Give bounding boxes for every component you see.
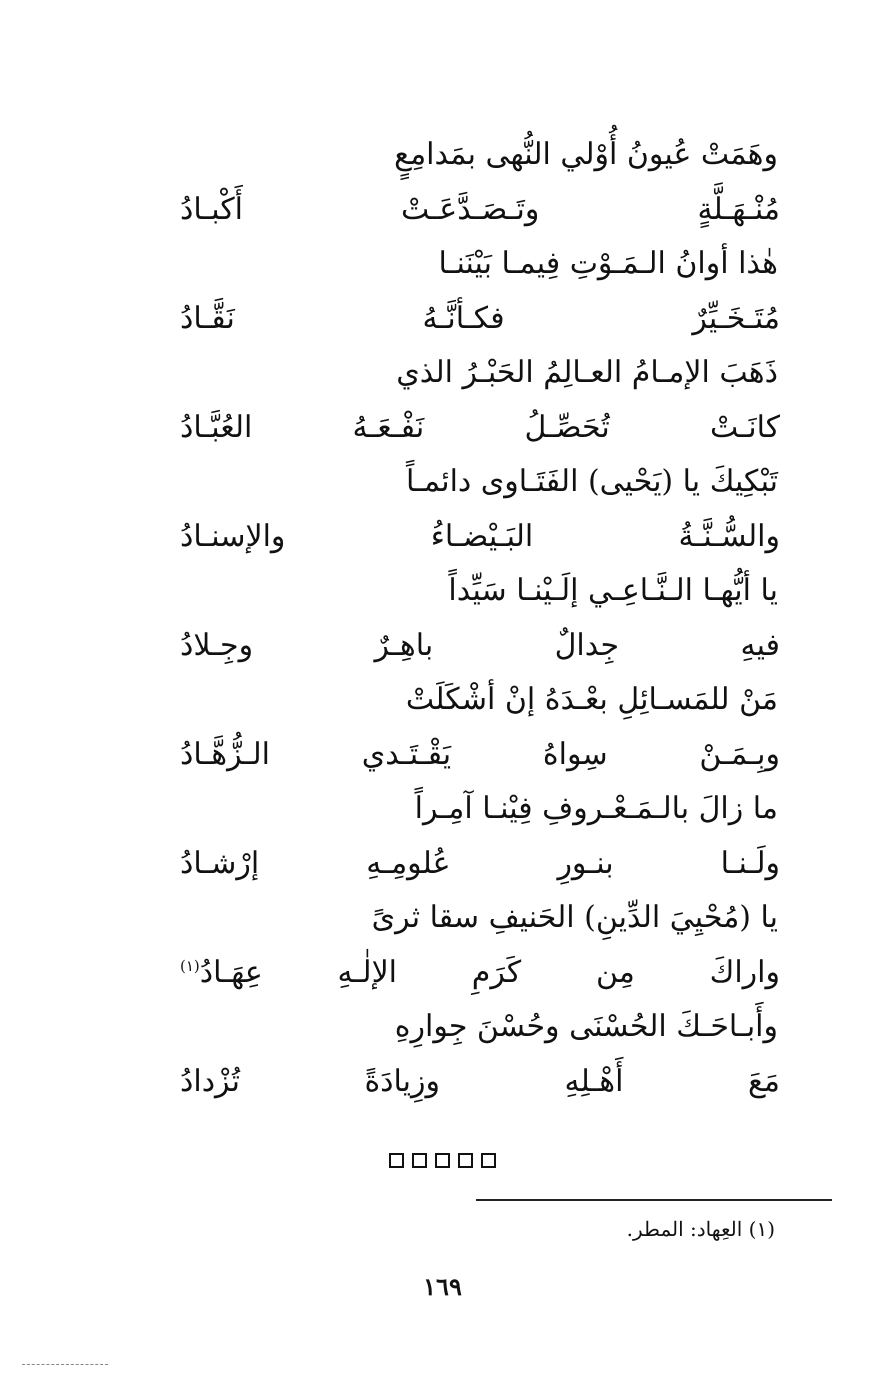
verse-line: وبِـمَـنْ سِواهُ يَقْـتَـدي الـزُّهَّـادُ [180,736,780,772]
page-number: ١٦٩ [423,1272,462,1301]
square-ornament-icon [412,1153,427,1168]
verse-line: ولَـنـا بنـورِ عُلومِـهِ إرْشـادُ [180,845,780,881]
verse-line-with-footnote [180,946,780,1001]
verse-line: تَبْكِيكَ يا (يَحْيى) الفَتَـاوى دائمـاً [405,464,778,499]
square-ornament-icon [458,1153,473,1168]
verse-line: ذَهَبَ الإمـامُ العـالِمُ الحَبْـرُ الذي [396,355,778,390]
verse-line: والسُّـنَّـةُ البَـيْضـاءُ والإسنـادُ [180,518,780,554]
verse-line: يا (مُحْيِيَ الدِّينِ) الحَنيفِ سقا ثرىً [371,900,778,935]
scan-artifact [22,1364,108,1365]
footnote-reference: (١) [180,956,200,975]
verse-line: مَعَ أَهْـلِهِ وزِيادَةً تُزْدادُ [180,1063,780,1099]
square-ornament-icon [435,1153,450,1168]
verse-line: كانَـتْ تُحَصِّـلُ نَفْـعَـهُ العُبَّـادُ [180,409,780,445]
section-end-ornament [0,1153,885,1172]
square-ornament-icon [481,1153,496,1168]
verse-line: وهَمَتْ عُيونُ أُوْلي النُّهى بمَدامِعٍ [394,137,778,172]
footnote: (١) العِهاد: المطر. [626,1217,775,1241]
verse-line: ما زالَ بالـمَـعْـروفِ فِيْنـا آمِـراً [414,791,778,826]
footnote-divider [476,1199,832,1201]
verse-text: واراكَ مِن كَرَمِ الإلٰـهِ عِهَـادُ [199,954,780,990]
square-ornament-icon [389,1153,404,1168]
verse-line: مُنْـهَـلَّةٍ وتَـصَـدَّعَـتْ أَكْبـادُ [180,191,780,227]
verse-line: وأَبـاحَـكَ الحُسْنَى وحُسْنَ جِوارِهِ [394,1009,778,1044]
verse-line: مَنْ للمَسـائِلِ بعْـدَهُ إنْ أشْكَلَتْ [405,682,778,717]
verse-line: هٰذا أوانُ الـمَـوْتِ فِيمـا بَيْنَنـا [438,246,778,281]
poem [150,128,780,1109]
verse-line: مُتَـخَـيِّرٌ فكـأنَّـهُ نَقَّـادُ [180,300,780,336]
verse-line: يا أيُّهـا الـنَّـاعِـي إلَـيْنـا سَيِّداً [448,573,778,608]
verse-line: فيهِ جِدالٌ باهِـرٌ وجِـلادُ [180,627,780,663]
